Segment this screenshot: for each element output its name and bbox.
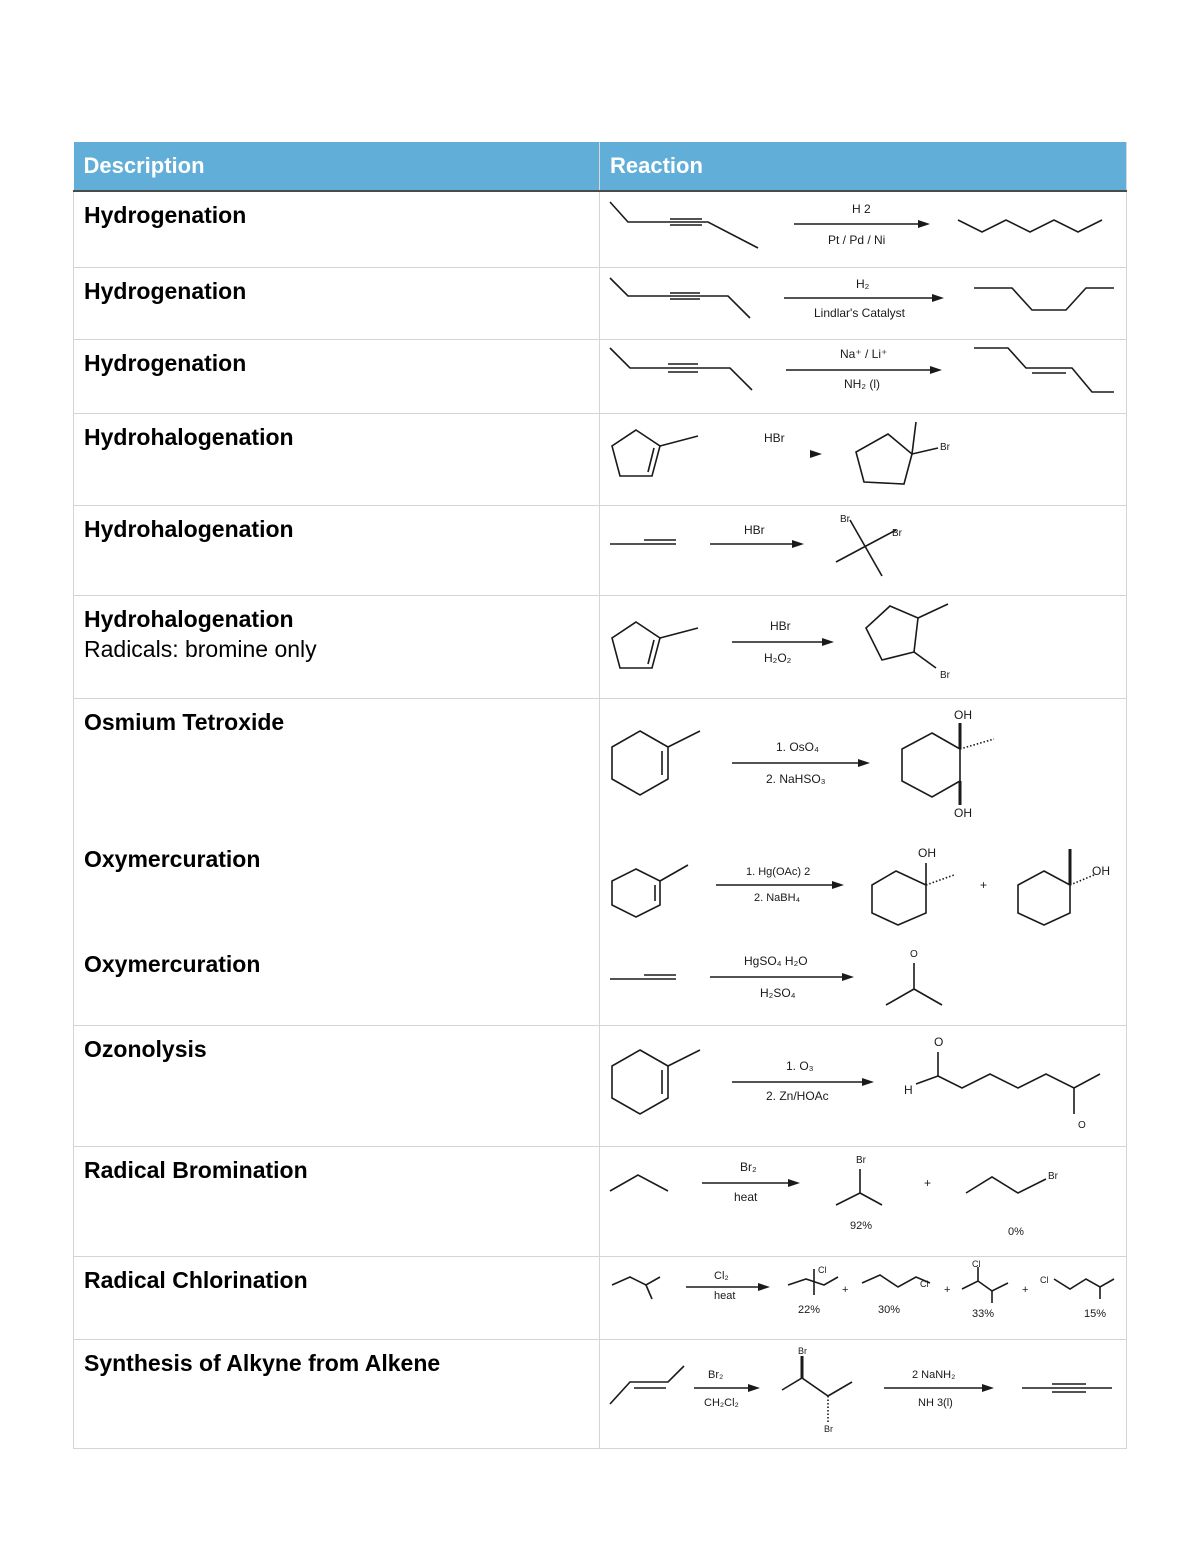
reaction-title: Radical Bromination	[84, 1156, 308, 1183]
diol-product	[902, 723, 994, 805]
reagent-label: 1. OsO₄	[776, 739, 819, 754]
reaction-title: Hydrogenation	[84, 277, 247, 304]
reaction-scheme	[600, 414, 1126, 504]
substituent-label: Cl	[920, 1278, 929, 1289]
table-row	[74, 505, 1127, 595]
reagent-label: H₂	[856, 276, 870, 291]
table-row	[74, 413, 1127, 505]
reagent-label: HBr	[770, 618, 791, 633]
chloroalkane-product	[962, 1267, 1008, 1303]
table-row	[74, 1025, 1127, 1146]
alkyne-structure	[610, 348, 752, 390]
table-row	[74, 1339, 1127, 1448]
yield-label: 0%	[1008, 1225, 1024, 1238]
condition-label: heat	[734, 1189, 758, 1204]
reaction-title: Synthesis of Alkyne from Alkene	[84, 1349, 441, 1376]
methylcyclohexene-structure	[612, 865, 688, 917]
alkyne-structure	[610, 202, 758, 248]
header-reaction: Reaction	[600, 142, 1127, 191]
reagent-label: Na⁺ / Li⁺	[840, 346, 888, 361]
butene-structure	[610, 1366, 684, 1404]
reaction-arrow	[694, 1384, 760, 1392]
reaction-title: Hydrohalogenation	[84, 515, 294, 542]
header-row	[74, 142, 1127, 191]
condition-label: H₂O₂	[764, 650, 792, 665]
yield-label: 30%	[878, 1303, 901, 1316]
substituent-label: Br	[840, 513, 850, 525]
arrowhead	[810, 450, 822, 458]
condition-label: heat	[714, 1289, 736, 1302]
substituent-label: Br	[892, 527, 902, 539]
reaction-arrow	[786, 366, 942, 374]
reaction-arrow	[794, 220, 930, 228]
reaction-scheme	[600, 699, 1126, 1024]
chloroalkane-product	[788, 1269, 838, 1295]
propane-structure	[610, 1175, 668, 1191]
reagent-label: HBr	[764, 430, 785, 445]
reagent-label: 1. O₃	[786, 1058, 814, 1073]
reaction-arrow	[784, 294, 944, 302]
alkyne-structure	[610, 540, 676, 544]
reaction-scheme	[600, 340, 1126, 412]
bromopropane-product	[836, 1169, 882, 1205]
reaction-arrow	[702, 1179, 800, 1187]
yield-label: 22%	[798, 1303, 821, 1316]
ketoaldehyde-product	[916, 1052, 1100, 1114]
hydroxyl-label: OH	[954, 805, 972, 820]
table-row	[74, 1256, 1127, 1339]
substituent-label: Cl	[972, 1258, 981, 1269]
condition-label: 2. Zn/HOAc	[766, 1088, 829, 1103]
reaction-scheme	[600, 268, 1126, 338]
reaction-scheme	[600, 1340, 1126, 1447]
plus-sign: +	[1022, 1283, 1029, 1296]
hydroxyl-label: OH	[918, 845, 936, 860]
hydroxyl-label: OH	[954, 707, 972, 722]
reaction-title: Radical Chlorination	[84, 1266, 308, 1293]
alkyne-structure	[610, 975, 676, 979]
reaction-arrow	[732, 638, 834, 646]
table-row	[74, 698, 1127, 1025]
bromomethylcyclopentane-product	[856, 422, 938, 484]
bromomethylcyclopentane-product	[866, 604, 948, 668]
table-row	[74, 595, 1127, 698]
yield-label: 33%	[972, 1307, 995, 1320]
substituent-label: Br	[940, 669, 950, 681]
reaction-arrow	[710, 973, 854, 981]
reaction-scheme	[600, 1257, 1126, 1338]
reaction-arrow	[732, 1078, 874, 1086]
condition-label: CH₂Cl₂	[704, 1396, 739, 1409]
dibromopropane-product	[836, 520, 896, 576]
reactions-table	[73, 142, 1127, 1449]
plus-sign: +	[842, 1283, 849, 1296]
reagent-label: Br₂	[708, 1368, 724, 1381]
condition-label: Lindlar's Catalyst	[814, 305, 905, 320]
reagent-label: 2 NaNH₂	[912, 1368, 956, 1381]
substituent-label: Br	[1048, 1170, 1058, 1182]
reaction-title: Hydrogenation	[84, 349, 247, 376]
plus-sign: +	[980, 877, 988, 892]
reaction-scheme	[600, 192, 1126, 266]
trans-alkene-product	[974, 348, 1114, 392]
yield-label: 92%	[850, 1219, 873, 1232]
plus-sign: +	[944, 1283, 951, 1296]
substituent-label: Br	[940, 441, 950, 453]
oxygen-label: O	[910, 948, 918, 960]
reaction-arrow	[884, 1384, 994, 1392]
reaction-arrow	[710, 540, 804, 548]
table-row	[74, 1146, 1127, 1256]
reaction-arrow	[716, 881, 844, 889]
plus-sign: +	[924, 1175, 932, 1190]
reaction-scheme	[600, 596, 1126, 697]
reaction-arrow	[732, 759, 870, 767]
isobutane-structure	[612, 1277, 660, 1299]
reaction-scheme	[600, 1026, 1126, 1145]
substituent-label: Cl	[1040, 1274, 1049, 1285]
cis-alkene-product	[974, 288, 1114, 310]
table-row	[74, 267, 1127, 339]
reaction-title: Oxymercuration	[84, 845, 261, 872]
dibromobutane-product	[782, 1356, 852, 1422]
methylcyclopentene-structure	[612, 622, 698, 668]
condition-label: 2. NaBH₄	[754, 891, 801, 904]
tertiary-alcohol-product	[872, 863, 954, 925]
hydrogen-label: H	[904, 1082, 913, 1097]
header-description: Description	[74, 142, 600, 191]
substituent-label: Br	[798, 1345, 807, 1356]
condition-label: H₂SO₄	[760, 985, 796, 1000]
table-row	[74, 191, 1127, 267]
tertiary-alcohol-product	[1018, 849, 1094, 925]
condition-label: Pt / Pd / Ni	[828, 233, 886, 247]
reaction-subtitle: Radicals: bromine only	[84, 635, 317, 662]
oxygen-label: O	[934, 1034, 944, 1049]
reagent-label: H 2	[852, 202, 871, 216]
reaction-scheme	[600, 1147, 1126, 1255]
bromopropane-product	[966, 1177, 1046, 1193]
methylcyclopentene-structure	[612, 430, 698, 476]
reagent-label: Cl₂	[714, 1269, 729, 1282]
reaction-scheme	[600, 506, 1126, 594]
reagent-label: HBr	[744, 522, 765, 537]
reaction-title: Ozonolysis	[84, 1035, 207, 1062]
table-row	[74, 339, 1127, 413]
methylcyclohexene-structure	[612, 1050, 700, 1114]
reaction-title: Hydrohalogenation	[84, 605, 294, 632]
chloroalkane-product	[1054, 1279, 1114, 1299]
methylcyclohexene-structure	[612, 731, 700, 795]
condition-label: NH 3(l)	[918, 1396, 953, 1409]
reaction-title: Hydrohalogenation	[84, 423, 294, 450]
oxygen-label: O	[1078, 1119, 1086, 1131]
alkane-product	[958, 220, 1102, 232]
substituent-label: Br	[824, 1423, 833, 1434]
reagent-label: Br₂	[740, 1159, 757, 1174]
yield-label: 15%	[1084, 1307, 1107, 1320]
condition-label: 2. NaHSO₃	[766, 771, 826, 786]
reagent-label: HgSO₄ H₂O	[744, 953, 808, 968]
reagent-label: 1. Hg(OAc) 2	[746, 865, 811, 878]
alkyne-structure	[610, 278, 750, 318]
substituent-label: Cl	[818, 1264, 827, 1275]
reaction-title: Oxymercuration	[84, 950, 261, 977]
reaction-title: Hydrogenation	[84, 202, 247, 228]
substituent-label: Br	[856, 1154, 866, 1166]
hydroxyl-label: OH	[1092, 863, 1110, 878]
alkyne-product	[1022, 1384, 1112, 1392]
condition-label: NH₂ (l)	[844, 376, 880, 391]
reaction-title: Osmium Tetroxide	[84, 708, 285, 735]
acetone-product	[886, 963, 942, 1005]
